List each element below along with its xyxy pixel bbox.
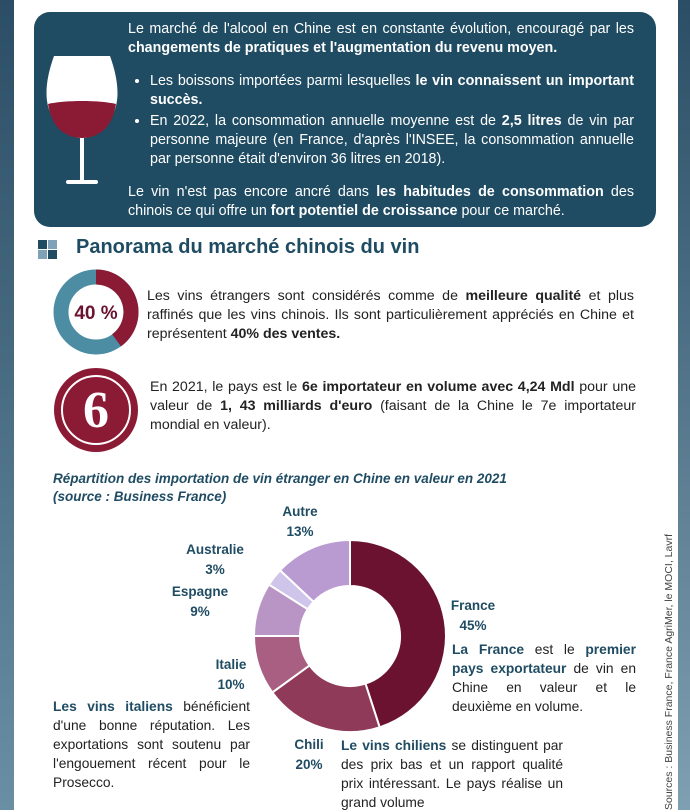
right-decorative-bar bbox=[678, 0, 690, 810]
intro-banner bbox=[34, 12, 656, 227]
stat-40-text: Les vins étrangers sont considérés comme de meilleure qualité et plus raffinés que les vins chinois. Ils sont particulièrement appréciés en Chine et représentent 40% des ventes. bbox=[147, 288, 634, 342]
note-chile: Le vins chiliens se distinguent par des prix bas et un rapport qualité prix intéressant. Le pays réalise un grand volume bbox=[341, 738, 564, 810]
import-donut-chart bbox=[250, 536, 450, 736]
banner-intro: Le marché de l'alcool en Chine est en constante évolution, encouragé par les changements de pratiques et l'augmentation du revenu moyen. bbox=[128, 21, 634, 56]
section-icon-part bbox=[48, 250, 57, 259]
stat-40-value: 40 % bbox=[74, 303, 118, 324]
label-autre: Autre 13% bbox=[282, 504, 318, 539]
section-icon-part bbox=[48, 240, 57, 249]
sources-note: Sources : Business France, France AgriMer, le MOCI, Lavrf bbox=[663, 533, 675, 810]
label-espagne: Espagne 9% bbox=[171, 584, 229, 619]
bullet-consumption: • En 2022, la consommation annuelle moyenne est de 2,5 litres de vin par personne majeure (en France, d'après l'INSEE, la consommation annuelle par personne était d'environ 36 litres en 2018). bbox=[150, 112, 634, 169]
label-france: France 45% bbox=[450, 598, 496, 633]
stat-6-badge bbox=[51, 365, 141, 455]
left-decorative-bar bbox=[0, 0, 14, 810]
banner-outro: Le vin n'est pas encore ancré dans les habitudes de consommation des chinois ce qui offre un fort potentiel de croissance pour ce marché. bbox=[128, 184, 634, 219]
stat-40-ring bbox=[51, 267, 141, 357]
label-italie: Italie 10% bbox=[215, 657, 247, 692]
chart-title: Répartition des importation de vin étranger en Chine en valeur en 2021 (source : Business France) bbox=[53, 471, 507, 504]
section-title: Panorama du marché chinois du vin bbox=[76, 236, 420, 258]
note-france: La France est le premier pays exportateur de vin en Chine en valeur et le deuxième en volume. bbox=[452, 642, 636, 714]
banner-text bbox=[128, 20, 634, 221]
banner-bullets bbox=[128, 72, 634, 169]
note-italy: Les vins italiens bénéficient d'une bonne réputation. Les exportations sont soutenu par l'engouement récent pour le Prosecco. bbox=[53, 699, 250, 790]
stat-6-text: En 2021, le pays est le 6e importateur en volume avec 4,24 Mdl pour une valeur de 1, 43 milliards d'euro (faisant de la Chine le 7e importateur mondial en valeur). bbox=[150, 379, 636, 433]
section-icon-part bbox=[38, 250, 47, 259]
label-australie: Australie 3% bbox=[186, 542, 244, 577]
label-chili: Chili 20% bbox=[294, 737, 324, 772]
stat-6-value: 6 bbox=[83, 382, 109, 439]
section-icon bbox=[38, 240, 47, 249]
wine-glass-icon bbox=[44, 50, 120, 192]
bullet-imported: • Les boissons importées parmi lesquelles le vin connaissent un important succès. bbox=[150, 72, 634, 110]
